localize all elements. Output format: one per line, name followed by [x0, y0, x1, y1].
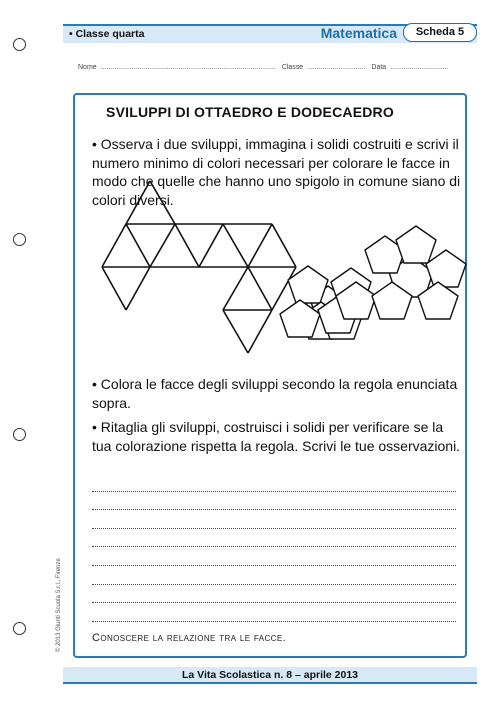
learning-objective: Conoscere la relazione tra le facce. [92, 632, 287, 644]
name-label: Nome [78, 64, 97, 71]
answer-line[interactable] [92, 473, 456, 492]
answer-line[interactable] [92, 566, 456, 585]
worksheet-title: SVILUPPI DI OTTAEDRO E DODECAEDRO [106, 104, 394, 120]
class-label: Classe [281, 64, 304, 71]
copyright-notice: © 2013 Giunti Scuola S.r.l., Firenze [56, 558, 62, 652]
answer-line[interactable] [92, 547, 456, 566]
octahedron-net [102, 181, 296, 353]
subject-label: Matematica [320, 25, 397, 41]
answer-line[interactable] [92, 603, 456, 622]
answer-area[interactable] [92, 473, 456, 622]
class-field[interactable]: .............................. [307, 64, 366, 71]
answer-line[interactable] [92, 492, 456, 511]
instruction-color: • Colora le facce degli sviluppi secondo la regola enunciata sopra. [92, 376, 458, 411]
instruction-cut-and-build: • Ritaglia gli sviluppi, costruisci i solidi per verificare se la tua colorazione rispetta la regola. Scrivi le tue osservazioni. [92, 419, 461, 454]
answer-line[interactable] [92, 510, 456, 529]
sheet-number-badge: Scheda 5 [403, 23, 477, 42]
magazine-footer: La Vita Scolastica n. 8 – aprile 2013 [63, 667, 477, 684]
date-field[interactable]: .............................. [390, 64, 449, 71]
grade-label: • Classe quarta [69, 28, 145, 40]
answer-line[interactable] [92, 529, 456, 548]
instruction-observe: • Osserva i due sviluppi, immagina i solidi costruiti e scrivi il numero minimo di colori necessari per colorare le facce in modo che quelle che hanno uno spigolo in comune siano di colori diversi. [92, 136, 461, 208]
name-field[interactable]: .......................................................................................... [100, 64, 276, 71]
date-label: Data [371, 64, 387, 71]
dodecahedron-net [280, 226, 466, 339]
answer-line[interactable] [92, 585, 456, 604]
